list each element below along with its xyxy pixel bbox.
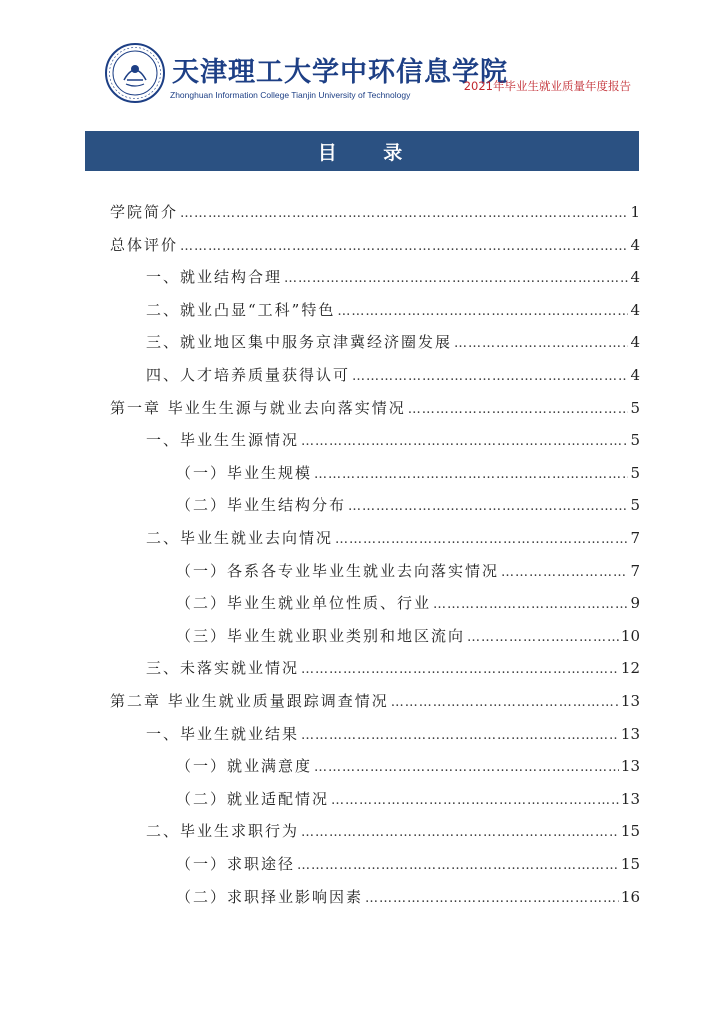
toc-entry-page-number: 4 — [630, 300, 640, 319]
toc-entry-page-number: 4 — [630, 333, 640, 352]
toc-entry[interactable] — [110, 885, 640, 909]
toc-entry-label: 二、毕业生就业去向情况 — [146, 529, 334, 547]
toc-entry-page-number: 10 — [620, 626, 640, 645]
toc-dot-leader — [365, 887, 619, 911]
toc-dot-leader — [337, 300, 628, 324]
toc-dot-leader — [331, 789, 619, 813]
toc-dot-leader — [314, 463, 628, 487]
toc-entry[interactable] — [110, 787, 640, 811]
college-seal-logo — [104, 42, 166, 104]
toc-entry-page-number: 4 — [630, 366, 640, 384]
toc-dot-leader — [180, 202, 628, 226]
toc-dot-leader — [284, 267, 628, 291]
toc-dot-leader — [314, 756, 619, 780]
toc-entry[interactable] — [110, 428, 640, 452]
toc-entry-page-number: 15 — [620, 855, 640, 873]
toc-entry-label: 第一章 毕业生生源与就业去向落实情况 — [110, 398, 406, 417]
toc-entry-label: 一、毕业生生源情况 — [146, 431, 300, 450]
toc-entry[interactable] — [110, 852, 640, 876]
toc-entry[interactable] — [110, 591, 640, 615]
toc-dot-leader — [408, 398, 629, 422]
toc-entry[interactable] — [110, 461, 640, 485]
toc-entry-label: （二）毕业生就业单位性质、行业 — [176, 594, 432, 613]
toc-entry-label: （二）就业适配情况 — [176, 789, 330, 808]
toc-entry-label: 学院简介 — [110, 203, 179, 221]
toc-dot-leader — [335, 528, 628, 552]
toc-entry[interactable] — [110, 819, 640, 843]
toc-entry-page-number: 4 — [630, 235, 640, 254]
toc-entry-label: 总体评价 — [110, 235, 179, 254]
toc-entry[interactable] — [110, 363, 640, 387]
toc-entry[interactable] — [110, 559, 640, 583]
toc-entry-page-number: 13 — [620, 724, 640, 743]
toc-entry-label: 二、毕业生求职行为 — [146, 822, 300, 841]
toc-entry[interactable] — [110, 526, 640, 550]
toc-entry-page-number: 15 — [620, 822, 640, 841]
toc-entry-label: 二、就业凸显“工科”特色 — [146, 300, 336, 319]
toc-entry[interactable] — [110, 298, 640, 322]
toc-entry[interactable] — [110, 754, 640, 778]
toc-heading: 目 录 — [317, 141, 407, 164]
toc-dot-leader — [352, 365, 628, 389]
toc-dot-leader — [391, 691, 619, 715]
toc-entry-label: （一）毕业生规模 — [176, 463, 313, 482]
toc-entry-page-number: 16 — [620, 887, 640, 906]
toc-entry-page-number: 4 — [630, 268, 640, 287]
toc-entry[interactable] — [110, 233, 640, 257]
toc-entry-label: 一、就业结构合理 — [146, 268, 283, 287]
toc-dot-leader — [501, 561, 628, 585]
toc-entry-label: 一、毕业生就业结果 — [146, 724, 300, 743]
toc-entry-page-number: 13 — [620, 789, 640, 808]
toc-entry-page-number: 5 — [630, 398, 640, 417]
toc-entry[interactable] — [110, 624, 640, 648]
college-name-english: Zhonghuan Information College Tianjin University of Technology — [170, 90, 411, 100]
toc-entry-label: 三、就业地区集中服务京津冀经济圈发展 — [146, 333, 453, 352]
toc-entry[interactable] — [110, 493, 640, 517]
toc-entry[interactable] — [110, 656, 640, 680]
college-name-chinese: 天津理工大学中环信息学院 — [172, 57, 508, 88]
toc-entry-page-number: 7 — [630, 529, 640, 547]
toc-entry-page-number: 12 — [620, 659, 640, 678]
toc-entry-page-number: 13 — [620, 757, 640, 776]
toc-entry-page-number: 13 — [620, 692, 640, 710]
toc-dot-leader — [467, 626, 619, 650]
toc-entry[interactable] — [110, 396, 640, 420]
toc-entry-label: 三、未落实就业情况 — [146, 659, 300, 678]
toc-title-bar — [85, 131, 639, 171]
toc-entry-page-number: 5 — [630, 463, 640, 482]
toc-entry[interactable] — [110, 200, 640, 224]
toc-entry-label: （一）就业满意度 — [176, 757, 313, 776]
toc-entry-label: （二）毕业生结构分布 — [176, 496, 347, 515]
toc-entry[interactable] — [110, 330, 640, 354]
toc-entry-page-number: 5 — [630, 496, 640, 515]
report-title: 2021年毕业生就业质量年度报告 — [463, 79, 631, 93]
toc-entry-label: （一）各系各专业毕业生就业去向落实情况 — [176, 561, 500, 580]
toc-entry-label: 第二章 毕业生就业质量跟踪调查情况 — [110, 692, 389, 710]
page-header — [104, 42, 631, 112]
toc-dot-leader — [297, 854, 619, 878]
toc-entry-label: 四、人才培养质量获得认可 — [146, 366, 351, 384]
toc-entry-page-number: 7 — [630, 561, 640, 580]
toc-entry-label: （一）求职途径 — [176, 855, 296, 873]
toc-entry-label: （二）求职择业影响因素 — [176, 887, 364, 906]
toc-entry-page-number: 5 — [630, 431, 640, 450]
toc-entry[interactable] — [110, 265, 640, 289]
toc-dot-leader — [180, 235, 628, 259]
toc-dot-leader — [348, 495, 628, 519]
toc-entry-page-number: 9 — [630, 594, 640, 613]
toc-dot-leader — [301, 658, 619, 682]
toc-entry-page-number: 1 — [630, 203, 640, 221]
toc-dot-leader — [301, 430, 628, 454]
toc-dot-leader — [301, 724, 619, 748]
toc-dot-leader — [301, 821, 619, 845]
toc-dot-leader — [433, 593, 628, 617]
toc-entry[interactable] — [110, 689, 640, 713]
toc-dot-leader — [454, 332, 628, 356]
toc-entry-label: （三）毕业生就业职业类别和地区流向 — [176, 626, 466, 645]
toc-entry[interactable] — [110, 722, 640, 746]
